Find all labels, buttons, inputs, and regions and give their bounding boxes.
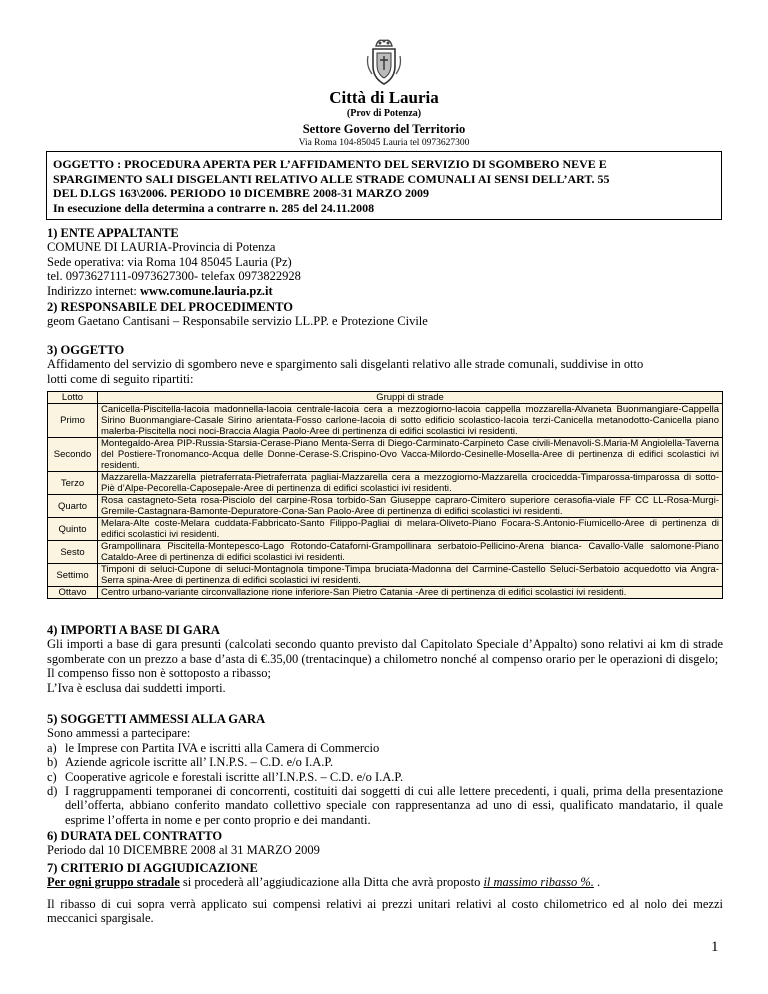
section-heading: 5) SOGGETTI AMMESSI ALLA GARA bbox=[47, 712, 266, 726]
groups-cell: Melara-Alte coste-Melara cuddata-Fabbricato-Santo Filippo-Pagliai di melara-Oliveto-Piano Focara-S.Antonio-Fiumicello-Aree di pertinenza di edifici scolastici ivi residenti. bbox=[98, 518, 723, 541]
website-label: Indirizzo internet: bbox=[47, 283, 141, 298]
lot-cell: Settimo bbox=[48, 564, 98, 587]
section-line: L’Iva è esclusa dai suddetti importi. bbox=[47, 680, 226, 695]
section-line: Il compenso fisso non è sottoposto a ribasso; bbox=[47, 666, 271, 681]
lot-cell: Terzo bbox=[48, 472, 98, 495]
section-paragraph: Il ribasso di cui sopra verrà applicato sui compensi relativi ai prezzi unitari relativi al costo chilometrico ed al nolo dei mezzi meccanici spargisale. bbox=[47, 896, 723, 926]
section-paragraph: Gli importi a base di gara presunti (calcolati secondo quanto previsto dal Capitolato Speciale d’Appalto) sono relativi ai km di strade sgomberate con un prezzo a base d’asta di €.35,00 (trentacinque) a chilometro nonché al compenso orario per le operazioni di disgelo; bbox=[47, 637, 723, 666]
award-text: si procederà all’aggiudicazione alla Ditta che avrà proposto bbox=[179, 875, 484, 890]
object-line: In esecuzione della determina a contrarre n. 285 del 24.11.2008 bbox=[53, 200, 375, 215]
section-line: Periodo dal 10 DICEMBRE 2008 al 31 MARZO 2009 bbox=[47, 843, 320, 858]
section-line: geom Gaetano Cantisani – Responsabile servizio LL.PP. e Protezione Civile bbox=[47, 314, 428, 329]
section-contracting-authority bbox=[47, 226, 723, 298]
table-row bbox=[48, 541, 723, 564]
object-box bbox=[46, 151, 722, 220]
list-item bbox=[47, 755, 723, 769]
groups-cell: Centro urbano-variante circonvallazione rione inferiore-San Pietro Catania -Aree di pertinenza di edifici scolastici ivi residenti. bbox=[98, 587, 723, 599]
table-row bbox=[48, 404, 723, 438]
list-item-text: Cooperative agricole e forestali iscritte all’I.N.P.S. – C.D. e/o I.A.P. bbox=[65, 769, 404, 784]
section-line: Sono ammessi a partecipare: bbox=[47, 726, 191, 741]
list-item-label: b) bbox=[47, 755, 58, 770]
lot-cell: Sesto bbox=[48, 541, 98, 564]
table-row bbox=[48, 438, 723, 472]
section-admitted-subjects bbox=[47, 712, 723, 827]
groups-cell: Timponi di seluci-Cupone di seluci-Montagnola timpone-Timpa bruciata-Madonna del Carmine-Castello Seluci-Serbatoio acquedotto via Angra-Serra spina-Aree di pertinenza di edifici scolastici ivi residenti. bbox=[98, 564, 723, 587]
lot-cell: Secondo bbox=[48, 438, 98, 472]
website-link[interactable]: www.comune.lauria.pz.it bbox=[140, 283, 273, 298]
list-item bbox=[47, 770, 723, 784]
table-header-row bbox=[48, 392, 723, 404]
list-item-text: Aziende agricole iscritte all’ I.N.P.S. – C.D. e/o I.A.P. bbox=[65, 755, 334, 770]
list-item-text: le Imprese con Partita IVA e iscritti alla Camera di Commercio bbox=[65, 740, 380, 755]
section-object bbox=[47, 343, 723, 386]
lot-cell: Ottavo bbox=[48, 587, 98, 599]
groups-cell: Grampollinara Piscitella-Montepesco-Lago Rotondo-Cataforni-Grampollinara serbatoio-Pellicino-Arena bianca- Cavallo-Valle salomone-Piano Cataldo-Aree di pertinenza di edifici scolastici ivi residenti. bbox=[98, 541, 723, 564]
column-header-lot: Lotto bbox=[48, 392, 98, 404]
list-item-label: a) bbox=[47, 740, 57, 755]
lot-cell: Primo bbox=[48, 404, 98, 438]
section-base-amounts bbox=[47, 623, 723, 695]
list-item bbox=[47, 784, 723, 827]
object-line: OGGETTO : PROCEDURA APERTA PER L’AFFIDAMENTO DEL SERVIZIO DI SGOMBERO NEVE E bbox=[53, 157, 607, 171]
section-procedure-manager bbox=[47, 300, 723, 329]
section-heading: 2) RESPONSABILE DEL PROCEDIMENTO bbox=[47, 300, 293, 314]
section-line: Sede operativa: via Roma 104 85045 Lauria (Pz) bbox=[47, 254, 292, 269]
object-line: DEL D.LGS 163\2006. PERIODO 10 DICEMBRE 2008-31 MARZO 2009 bbox=[53, 186, 430, 201]
lot-cell: Quarto bbox=[48, 495, 98, 518]
column-header-groups: Gruppi di strade bbox=[98, 392, 723, 404]
list-item-text: I raggruppamenti temporanei di concorrenti, costituiti dai soggetti di cui alle lettere precedenti, i quali, prima della presentazione dell’offerta, abbiano conferito mandato collettivo speciale con rappresentanza ad uno di essi, qualificato mandatario, il quale esprime l’offerta in nome e per conto proprio e dei mandanti. bbox=[65, 784, 723, 827]
address-line: Via Roma 104-85045 Lauria tel 0973627300 bbox=[298, 138, 470, 148]
table-row bbox=[48, 564, 723, 587]
award-italic-text: il massimo ribasso %. bbox=[483, 875, 594, 890]
table-row bbox=[48, 518, 723, 541]
lots-table bbox=[47, 391, 723, 599]
section-heading: 6) DURATA DEL CONTRATTO bbox=[47, 829, 223, 843]
groups-cell: Mazzarella-Mazzarella pietraferrata-Pietraferrata pagliai-Mazzarella cera a mezzogiorno-Mazzarella crocicedda-Timparossa-timparossa di sotto-Piè d’Alpe-Pecorella-Caposepale-Aree di pertinenza di edifici scolastici ivi residenti. bbox=[98, 472, 723, 495]
section-line: tel. 0973627111-0973627300- telefax 0973822928 bbox=[47, 269, 301, 284]
list-item-label: d) bbox=[47, 784, 58, 799]
section-line: Affidamento del servizio di sgombero neve e spargimento sali disgelanti relativo alle strade comunali, suddivise in otto bbox=[47, 357, 644, 372]
object-line: SPARGIMENTO SALI DISGELANTI RELATIVO ALLE STRADE COMUNALI AI SENSI DELL’ART. 55 bbox=[53, 171, 610, 186]
section-heading: 7) CRITERIO DI AGGIUDICAZIONE bbox=[47, 861, 258, 875]
list-item bbox=[47, 741, 723, 755]
groups-cell: Canicella-Piscitella-Iacoia madonnella-Iacoia centrale-Iacoia cera a mezzogiorno-Iacoia cappella mozzarella-Alvaneta Buonmangiare-Cappella Sirino Buonmangiare-Casale Sirino arientata-Fosso carlone-Iacoia di sotto edificio scolastico-Iacoia terzi-Canicella metanodotto-Canicella piano malerba-Piscitella noci noci-Braccia Alagia Paolo-Aree di pertinenza di edifici scolastici ivi residenti. bbox=[98, 404, 723, 438]
section-heading: 4) IMPORTI A BASE DI GARA bbox=[47, 623, 220, 637]
admitted-list bbox=[47, 741, 723, 827]
award-bold-text: Per ogni gruppo stradale bbox=[47, 875, 180, 890]
section-heading: 1) ENTE APPALTANTE bbox=[47, 226, 179, 240]
groups-cell: Rosa castagneto-Seta rosa-Pisciolo del carpine-Rosa torbido-San Giuseppe capraro-Cimitero superiore cerasofia-viale FF CC LL-Rosa-Murgi-Gremile-Castagnara-Bamonte-Depuratore-Cona-San Paolo-Aree di pertinenza di edifici scolastici ivi residenti. bbox=[98, 495, 723, 518]
section-line: COMUNE DI LAURIA-Provincia di Potenza bbox=[47, 240, 276, 255]
section-heading: 3) OGGETTO bbox=[47, 343, 125, 357]
table-row bbox=[48, 495, 723, 518]
lot-cell: Quinto bbox=[48, 518, 98, 541]
sector-title: Settore Governo del Territorio bbox=[302, 122, 466, 136]
city-title: Città di Lauria bbox=[329, 88, 439, 107]
page-number: 1 bbox=[711, 939, 719, 955]
table-row bbox=[48, 587, 723, 599]
lots-table-wrapper bbox=[47, 391, 723, 599]
table-row bbox=[48, 472, 723, 495]
city-crest-icon bbox=[364, 36, 404, 88]
section-line bbox=[47, 875, 723, 889]
province-subtitle: (Prov di Potenza) bbox=[346, 108, 422, 119]
section-award-criterion bbox=[47, 861, 723, 926]
list-item-label: c) bbox=[47, 769, 57, 784]
groups-cell: Montegaldo-Area PIP-Russia-Starsia-Cerase-Piano Menta-Serra di Diego-Carminato-Carpineto Case civili-Menavoli-S.Maria-M Angiolella-Taverna del Postiere-Tronomanco-Acqua delle Donne-Cerase-S.Crispino-Ovo Vacca-Milordo-Cesinelle-Mosella-Aree di pertinenza di edifici scolastici ivi residenti. bbox=[98, 438, 723, 472]
section-line: lotti come di seguito ripartiti: bbox=[47, 371, 194, 386]
award-end-text: . bbox=[593, 875, 601, 890]
section-line bbox=[47, 284, 723, 298]
section-contract-duration bbox=[47, 829, 723, 858]
